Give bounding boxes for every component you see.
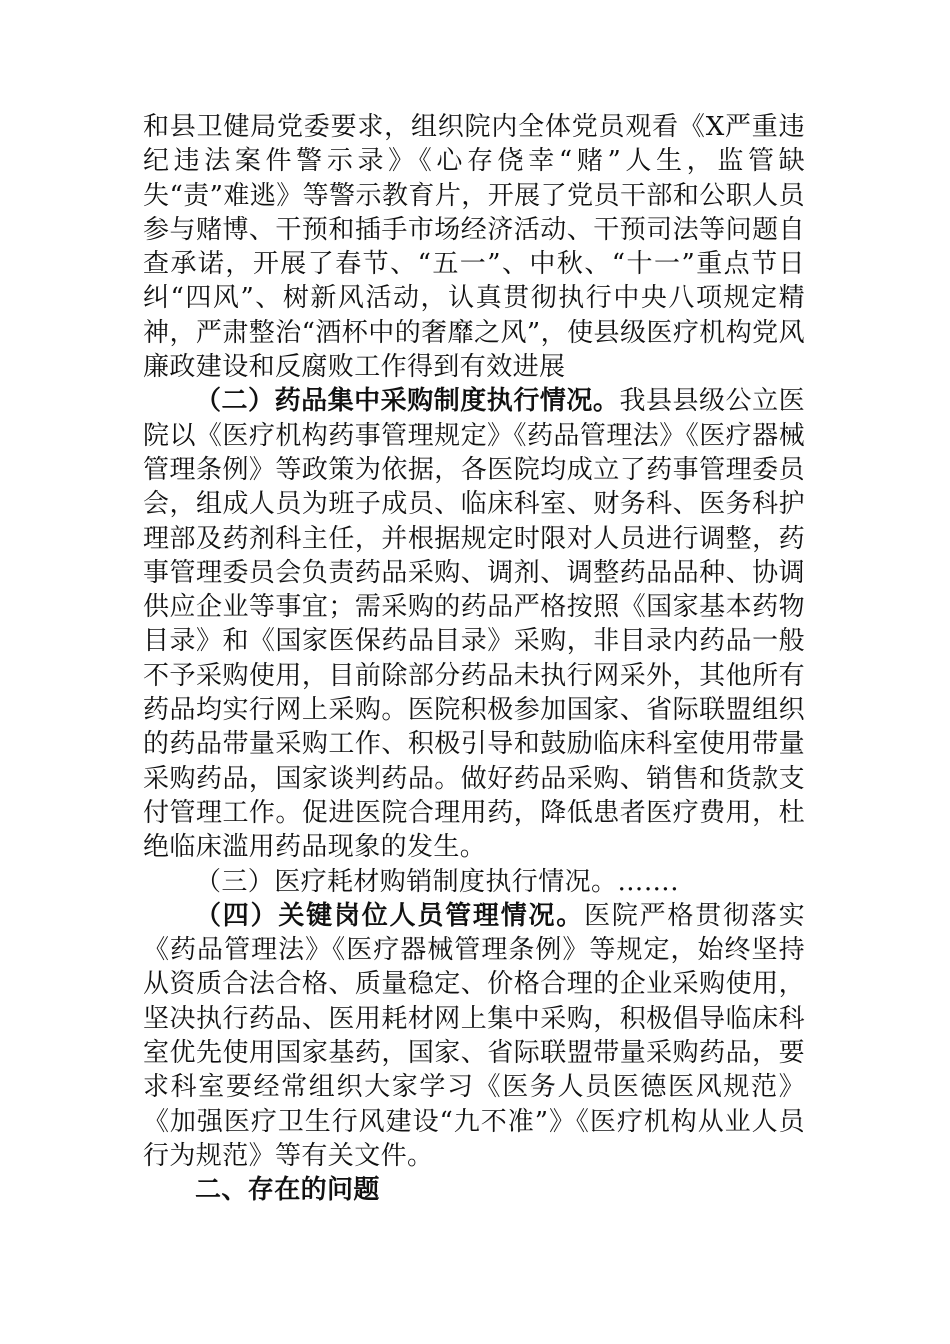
paragraph-text: 我县县级公立医院以《医疗机构药事管理规定》《药品管理法》《医疗器械管理条例》等政策为依据，各医院均成立了药事管理委员会，组成人员为班子成员、临床科室、财务科、医务科护理部及药剂科主任，并根据规定时限对人员进行调整，药事管理委员会负责药品采购、调剂、调整药品品种、协调供应企业等事宜；需采购的药品严格按照《国家基本药物目录》和《国家医保药品目录》采购，非目录内药品一般不予采购使用，目前除部分药品未执行网采外，其他所有药品均实行网上采购。医院积极参加国家、省际联盟组织的药品带量采购工作、积极引导和鼓励临床科室使用带量采购药品，国家谈判药品。做好药品采购、销售和货款支付管理工作。促进医院合理用药，降低患者医疗费用，杜绝临床滥用药品现象的发生。 [143, 386, 805, 863]
section-heading-problems: 二、存在的问题 [195, 1175, 380, 1206]
paragraph-lead-heading: （四）关键岗位人员管理情况。 [195, 900, 585, 931]
paragraph-party-discipline [143, 110, 805, 384]
paragraph-drug-procurement [143, 384, 805, 864]
paragraph-consumables-procurement [143, 865, 805, 899]
paragraph-key-position-management [143, 899, 805, 1173]
paragraph-text: 和县卫健局党委要求，组织院内全体党员观看《X严重违纪违法案件警示录》《心存侥幸“赌”人生，监管缺失“责”难逃》等警示教育片，开展了党员干部和公职人员参与赌博、干预和插手市场经济活动、干预司法等问题自查承诺，开展了春节、“五一”、中秋、“十一”重点节日纠“四风”、树新风活动，认真贯彻执行中央八项规定精神，严肃整治“酒杯中的奢靡之风”，使县级医疗机构党风廉政建设和反腐败工作得到有效进展 [143, 112, 805, 383]
paragraph-lead-heading: （二）药品集中采购制度执行情况。 [195, 386, 620, 417]
paragraph-text: 医院严格贯彻落实《药品管理法》《医疗器械管理条例》等规定，始终坚持从资质合法合格、质量稳定、价格合理的企业采购使用，坚决执行药品、医用耗材网上集中采购，积极倡导临床科室优先使用国家基药，国家、省际联盟带量采购药品，要求科室要经常组织大家学习《医务人员医德医风规范》《加强医疗卫生行风建设“九不准”》《医疗机构从业人员行为规范》等有关文件。 [143, 900, 805, 1171]
paragraph-text: （三）医疗耗材购销制度执行情况。……. [195, 866, 679, 897]
document-page [143, 110, 805, 1208]
